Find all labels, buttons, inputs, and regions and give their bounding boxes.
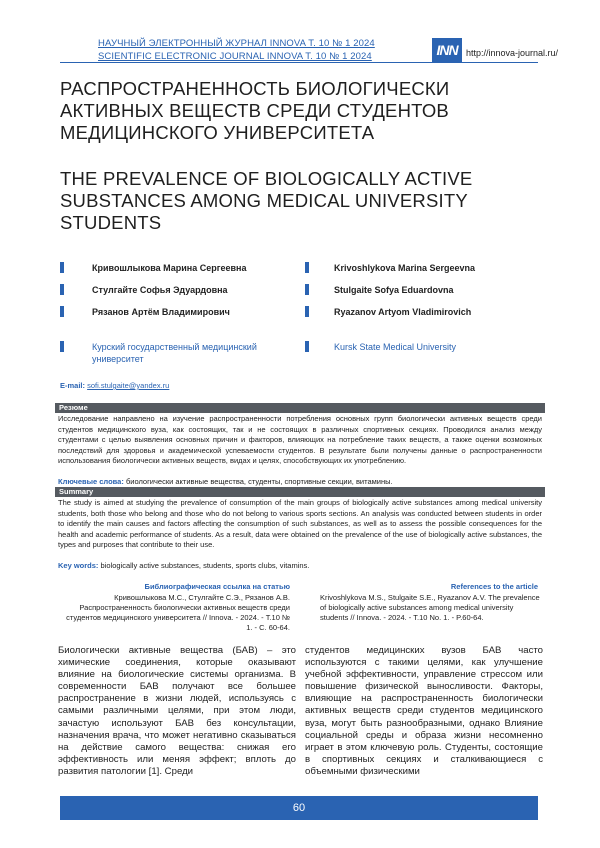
article-title-en: THE PREVALENCE OF BIOLOGICALLY ACTIVE SUBSTANCES AMONG MEDICAL UNIVERSITY STUDENTS <box>60 168 530 234</box>
abstract-ru-text: Исследование направлено на изучение распространенности потребления основных групп биологически активных веществ среди студентов медицинского вуза, как состоящих, так и не состоящих в различных спортивных секциях. Проводился анализ между студентами с целью выявления основных причин и факторов, влияющих на потребление таких веществ, а также оценки возможных последствий для здоровья и академической успеваемости студентов. В результате были получены данные о распространенности использования биологически активных веществ, видах и целях, способствующих их употреблению. <box>58 414 542 467</box>
bullet-square-icon <box>305 284 309 295</box>
bullet-square-icon <box>305 306 309 317</box>
body-paragraph: студентов медицинских вузов БАВ часто используются с такими целями, как улучшение учебной эффективности, управление стрессом или повышение физической выносливости. Факторы, влияющие на распространенность биологически активных веществ среди студентов медицинского вуза, могут быть разнообразными, однако Влияние социальной среды и образа жизни несомненно играет в этом ключевую роль. Студенты, состоящие в спортивных секциях и сталкивающиеся с объемными физическими <box>305 645 543 778</box>
article-title-ru: РАСПРОСТРАНЕННОСТЬ БИОЛОГИЧЕСКИ АКТИВНЫХ ВЕЩЕСТВ СРЕДИ СТУДЕНТОВ МЕДИЦИНСКОГО УНИВЕРСИТЕТА <box>60 78 530 144</box>
page-number: 60 <box>293 802 305 814</box>
journal-logo: INN <box>432 38 462 62</box>
author-ru-3: Рязанов Артём Владимирович <box>92 307 230 317</box>
affiliation-en: Kursk State Medical University <box>334 341 456 353</box>
abstract-en-heading: Summary <box>55 487 545 497</box>
body-column-right <box>305 645 543 778</box>
bullet-square-icon <box>305 341 309 352</box>
author-ru-1: Кривошлыкова Марина Сергеевна <box>92 263 246 273</box>
body-column-left <box>58 645 296 778</box>
journal-title-en[interactable]: SCIENTIFIC ELECTRONIC JOURNAL INNOVA T. 10 № 1 2024 <box>98 50 375 63</box>
keywords-ru <box>58 477 393 486</box>
author-ru-2: Стулгайте Софья Эдуардовна <box>92 285 228 295</box>
keywords-en <box>58 561 309 570</box>
abstract-ru-heading: Резюме <box>55 403 545 413</box>
author-en-1: Krivoshlykova Marina Sergeevna <box>334 263 475 273</box>
bullet-square-icon <box>60 341 64 352</box>
bullet-square-icon <box>305 262 309 273</box>
body-paragraph: Биологически активные вещества (БАВ) – это химические соединения, которые оказывают влияние на биологические системы организма. В современности БАВ получают все большее распространение в жизни людей, используясь с самыми различными целями, при этом люди, зачастую используют БАВ без консультации, назначения врача, что может негативно сказываться на действие самого вещества: снижая его эффективность или меняя эффект; вплоть до развития патологии [1]. Среди <box>58 645 296 778</box>
email-link[interactable]: sofi.stulgaite@yandex.ru <box>87 381 169 390</box>
ref-en-text: Krivoshlykova M.S., Stulgaite S.E., Ryazanov A.V. The prevalence of biologically active substances among medical university students // Innova. - 2024. - T.10 No. 1. - P.60-64. <box>320 593 540 623</box>
keywords-ru-label: Ключевые слова: <box>58 477 124 486</box>
bullet-square-icon <box>60 306 64 317</box>
bullet-square-icon <box>60 262 64 273</box>
ref-ru-text: Кривошлыкова М.С., Стулгайте С.Э., Рязанов А.В. Распространенность биологически активных веществ среди студентов медицинского университета // Innova. - 2024. - Т.10 № 1. - С. 60-64. <box>60 593 290 633</box>
email-line <box>60 381 169 390</box>
affiliation-ru: Курский государственный медицинский университет <box>92 341 282 365</box>
keywords-en-label: Key words: <box>58 561 98 570</box>
email-label: E-mail: <box>60 381 85 390</box>
keywords-en-text: biologically active substances, students, sports clubs, vitamins. <box>101 561 310 570</box>
abstract-en-text: The study is aimed at studying the prevalence of consumption of the main groups of biologically active substances among medical university students, both those who belong and those who do not belong to various sports sections. An analysis was conducted between students in order to identify the main causes and factors affecting the consumption of such substances, as well as to assess the possible consequences for the health and academic performance of students. As a result, data were obtained on the prevalence of the use of biologically active substances, the types and purposes that contribute to their use. <box>58 498 542 551</box>
keywords-ru-text: биологически активные вещества, студенты, спортивные секции, витамины. <box>126 477 393 486</box>
header-divider <box>60 62 538 63</box>
author-en-3: Ryazanov Artyom Vladimirovich <box>334 307 471 317</box>
ref-en-heading: References to the article <box>440 582 538 591</box>
page-number-bar <box>60 796 538 820</box>
bullet-square-icon <box>60 284 64 295</box>
journal-url[interactable]: http://innova-journal.ru/ <box>466 48 558 58</box>
ref-ru-heading: Библиографическая ссылка на статью <box>134 582 290 591</box>
journal-header <box>98 37 375 63</box>
journal-title-ru[interactable]: НАУЧНЫЙ ЭЛЕКТРОННЫЙ ЖУРНАЛ INNOVA Т. 10 № 1 2024 <box>98 37 375 50</box>
author-en-2: Stulgaite Sofya Eduardovna <box>334 285 454 295</box>
